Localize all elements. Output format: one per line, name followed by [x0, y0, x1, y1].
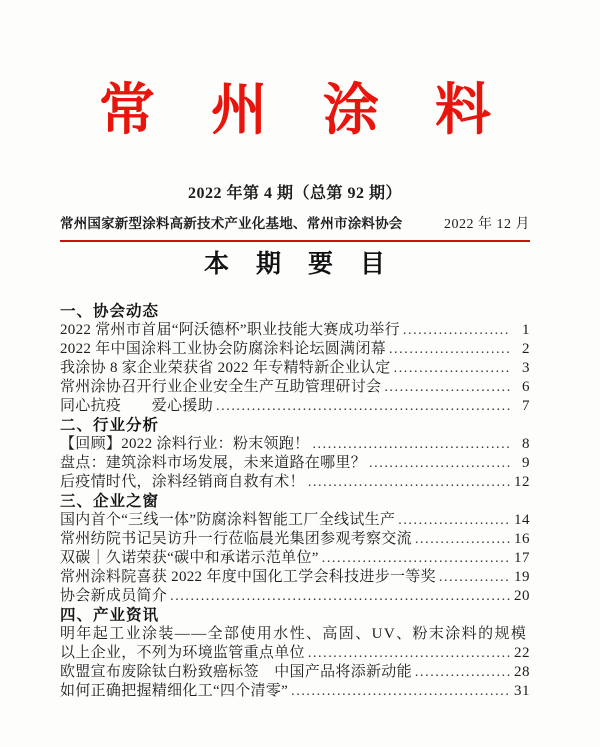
entry-page-number: 16 [514, 530, 530, 547]
entry-title: 欧盟宣布废除钛白粉致癌标签 中国产品将添新动能 [60, 663, 412, 680]
issue-number-line: 2022 年第 4 期（总第 92 期） [187, 184, 402, 202]
toc-entry [60, 549, 530, 568]
section-heading: 一、协会动态 [60, 302, 160, 320]
toc-heading: 本 期 要 目 [203, 251, 386, 279]
entry-page-number: 3 [522, 359, 530, 376]
dot-leader [439, 568, 511, 587]
section-heading: 二、行业分析 [60, 416, 160, 434]
entry-page-number: 20 [514, 587, 530, 604]
entry-title: 同心抗疫 爱心援助 [60, 397, 214, 414]
toc-entry [60, 473, 530, 492]
entry-title: 盘点：建筑涂料市场发展，未来道路在哪里？ [60, 454, 367, 471]
entry-page-number: 7 [522, 397, 530, 414]
entry-title-line2: 以上企业，不列为环境监管重点单位 [60, 644, 305, 661]
dot-leader [308, 644, 511, 663]
dot-leader [312, 435, 511, 454]
page-content [60, 0, 530, 701]
toc-entry [60, 435, 530, 454]
toc-entry [60, 568, 530, 587]
toc-entry [60, 682, 530, 701]
toc-entry [60, 454, 530, 473]
section-heading: 四、产业资讯 [60, 606, 160, 624]
entry-page-number: 22 [514, 644, 530, 661]
dot-leader [322, 549, 511, 568]
entry-title: 2022 常州市首届“阿沃德杯”职业技能大赛成功举行 [60, 321, 400, 338]
entry-page-number: 8 [522, 435, 530, 452]
dot-leader [415, 663, 511, 682]
entry-page-number: 31 [514, 682, 530, 699]
red-divider-rule [60, 240, 530, 243]
dot-leader [291, 682, 511, 701]
toc-entry [60, 663, 530, 682]
publication-title: 常 州 涂 料 [99, 80, 491, 142]
entry-title: 常州涂协召开行业企业安全生产互助管理研讨会 [60, 378, 382, 395]
entry-title: 【回顾】2022 涂料行业：粉末领跑！ [60, 435, 310, 452]
dot-leader [403, 321, 511, 340]
entry-title: 后疫情时代，涂料经销商自救有术！ [60, 473, 305, 490]
toc-entry [60, 359, 530, 378]
dot-leader [384, 378, 511, 397]
entry-page-number: 14 [514, 511, 530, 528]
entry-page-number: 28 [514, 663, 530, 680]
dot-leader [389, 340, 511, 359]
entry-page-number: 1 [522, 321, 530, 338]
toc-section-association-news [60, 302, 530, 416]
toc-section-enterprise-window [60, 492, 530, 606]
entry-page-number: 19 [514, 568, 530, 585]
dot-leader [398, 511, 511, 530]
toc-entry [60, 378, 530, 397]
publisher-row [60, 215, 530, 234]
dot-leader [216, 397, 511, 416]
entry-title: 国内首个“三线一体”防腐涂料智能工厂全线试生产 [60, 511, 396, 528]
dot-leader [170, 587, 511, 606]
toc-section-industry-info [60, 606, 530, 701]
toc-entry [60, 397, 530, 416]
entry-page-number: 17 [514, 549, 530, 566]
section-heading: 三、企业之窗 [60, 492, 160, 510]
dot-leader [415, 530, 511, 549]
entry-page-number: 12 [514, 473, 530, 490]
entry-title: 如何正确把握精细化工“四个清零” [60, 682, 289, 699]
toc-entry [60, 644, 530, 663]
toc-section-industry-analysis [60, 416, 530, 492]
dot-leader [308, 473, 511, 492]
entry-title: 双碳｜久诺荣获“碳中和承诺示范单位” [60, 549, 319, 566]
entry-title: 2022 年中国涂料工业协会防腐涂料论坛圆满闭幕 [60, 340, 386, 357]
publisher-name: 常州国家新型涂料高新技术产业化基地、常州市涂料协会 [60, 215, 403, 231]
toc-entry [60, 321, 530, 340]
entry-title: 协会新成员简介 [60, 587, 168, 604]
entry-title-line1: 明年起工业涂装——全部使用水性、高固、UV、粉末涂料的规模 [60, 625, 528, 642]
publication-date: 2022 年 12 月 [444, 216, 530, 232]
toc-entry [60, 340, 530, 359]
toc-entry [60, 530, 530, 549]
entry-title: 我涂协 8 家企业荣获省 2022 年专精特新企业认定 [60, 359, 391, 376]
entry-title: 常州纺院书记吴访升一行莅临晨光集团参观考察交流 [60, 530, 412, 547]
entry-page-number: 6 [522, 378, 530, 395]
toc-entry-two-line [60, 625, 530, 663]
entry-title: 常州涂料院喜获 2022 年度中国化工学会科技进步一等奖 [60, 568, 436, 585]
toc-entry [60, 587, 530, 606]
dot-leader [369, 454, 511, 473]
entry-page-number: 2 [522, 340, 530, 357]
table-of-contents [60, 302, 530, 701]
entry-page-number: 9 [522, 454, 530, 471]
toc-entry [60, 511, 530, 530]
dot-leader [394, 359, 511, 378]
